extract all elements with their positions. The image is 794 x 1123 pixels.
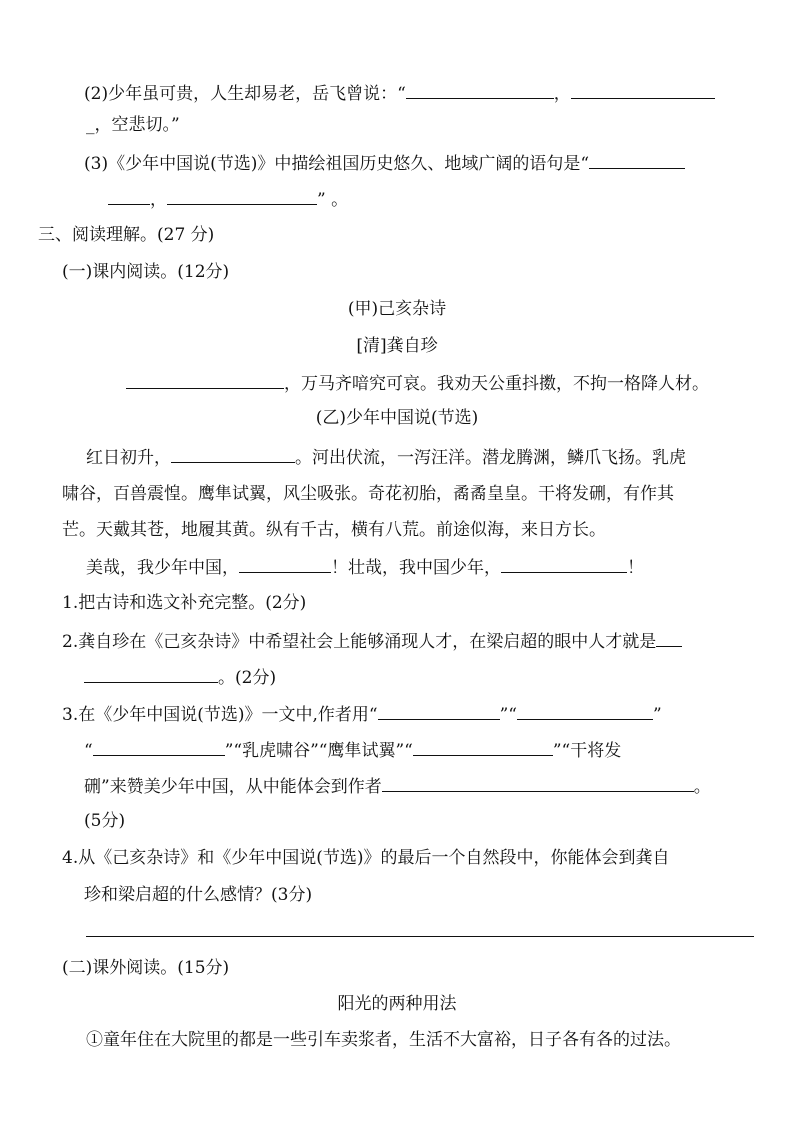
q2-prefix: (2)少年虽可贵，人生却易老，岳飞曾说：“ — [84, 84, 406, 104]
question-4-line-1: 4.从《己亥杂诗》和《少年中国说(节选)》的最后一个自然段中，你能体会到龚自 — [62, 848, 670, 868]
article-title: 阳光的两种用法 — [337, 994, 457, 1014]
blank-answer[interactable] — [378, 701, 500, 720]
quote-mid: ”“ — [499, 705, 517, 725]
blank-answer[interactable] — [171, 444, 295, 463]
q3-mid-1: ”“乳虎啸谷”“鹰隼试翼”“ — [224, 741, 413, 761]
poem-text: ，万马齐喑究可哀。我劝天公重抖擞，不拘一格降人材。 — [284, 374, 709, 394]
prose-p2-b: ！壮哉，我中国少年， — [331, 558, 501, 578]
prose-p2-c: ！ — [627, 558, 644, 578]
blank-answer[interactable] — [406, 80, 554, 99]
question-4-line-2: 珍和梁启超的什么感情？(3分) — [84, 885, 313, 905]
prose-line-2: 啸谷，百兽震惶。鹰隼试翼，风尘吸张。奇花初胎，矞矞皇皇。干将发硎，有作其 — [62, 484, 674, 504]
blank-answer[interactable] — [413, 737, 553, 756]
blank-answer[interactable] — [571, 80, 715, 99]
prose-title: (乙)少年中国说(节选) — [315, 408, 479, 428]
part-2-heading: (二)课外阅读。(15分) — [62, 958, 230, 978]
poem-line — [126, 370, 709, 396]
blank-answer[interactable] — [501, 554, 627, 573]
blank-answer[interactable] — [589, 150, 685, 169]
answer-line[interactable] — [86, 936, 754, 937]
prose-line-4 — [86, 554, 644, 580]
prose-line-1 — [86, 444, 686, 470]
poem-title: (甲)己亥杂诗 — [347, 299, 447, 319]
question-3-line-1b — [62, 701, 662, 727]
quote-end: ” — [652, 705, 662, 725]
blank-answer[interactable] — [84, 664, 218, 683]
question-1: 1.把古诗和选文补充完整。(2分) — [62, 593, 307, 613]
blank-answer[interactable] — [93, 737, 225, 756]
q3-comma: ， — [150, 190, 167, 210]
article-paragraph-1: ①童年住在大院里的都是一些引车卖浆者，生活不大富裕，日子各有各的过法。 — [86, 1030, 681, 1050]
blank-answer[interactable] — [656, 628, 682, 647]
blank-answer[interactable] — [517, 701, 653, 720]
question-2-line-1b — [62, 628, 682, 654]
blank-answer[interactable] — [382, 773, 694, 792]
question-3-line-3b — [84, 773, 711, 799]
question-3-line-1 — [84, 150, 685, 176]
question-2-line-2b — [84, 664, 276, 690]
q2-comma: ， — [553, 84, 571, 104]
quote-open: “ — [84, 741, 93, 761]
q3-mid-2: ”“干将发 — [552, 741, 622, 761]
question-2-line-1 — [84, 80, 715, 106]
poem-author: [清]龚自珍 — [356, 336, 438, 356]
blank-answer[interactable] — [167, 186, 317, 205]
section-3-heading: 三、阅读理解。(27 分) — [38, 225, 215, 245]
prose-p2-a: 美哉，我少年中国， — [86, 558, 239, 578]
blank-answer[interactable] — [126, 370, 284, 389]
prose-start: 红日初升， — [86, 448, 171, 468]
blank-answer[interactable] — [108, 186, 150, 205]
q2-text: 2.龚自珍在《己亥杂诗》中希望社会上能够涌现人才，在梁启超的眼中人才就是 — [62, 632, 657, 652]
blank-answer[interactable] — [239, 554, 331, 573]
q3-c-end: 。 — [693, 777, 711, 797]
q3-c: 硎”来赞美少年中国，从中能体会到作者 — [84, 777, 382, 797]
q2-points: 。(2分) — [218, 668, 277, 688]
q3-prefix: (3)《少年中国说(节选)》中描绘祖国历史悠久、地域广阔的语句是“ — [84, 154, 590, 174]
q2-continuation: _，空悲切。” — [86, 115, 180, 135]
part-1-heading: (一)课内阅读。(12分) — [62, 262, 230, 282]
prose-rest: 。河出伏流，一泻汪洋。潜龙腾渊，鳞爪飞扬。乳虎 — [295, 448, 686, 468]
question-2-line-2 — [86, 113, 180, 137]
q3-end: ” 。 — [317, 190, 349, 210]
question-3-points: (5分) — [84, 811, 126, 831]
question-3-line-2 — [108, 186, 348, 212]
q3-text: 3.在《少年中国说(节选)》一文中,作者用“ — [62, 705, 378, 725]
question-3-line-2b — [84, 737, 621, 763]
prose-line-3: 芒。天戴其苍，地履其黄。纵有千古，横有八荒。前途似海，来日方长。 — [62, 520, 606, 540]
